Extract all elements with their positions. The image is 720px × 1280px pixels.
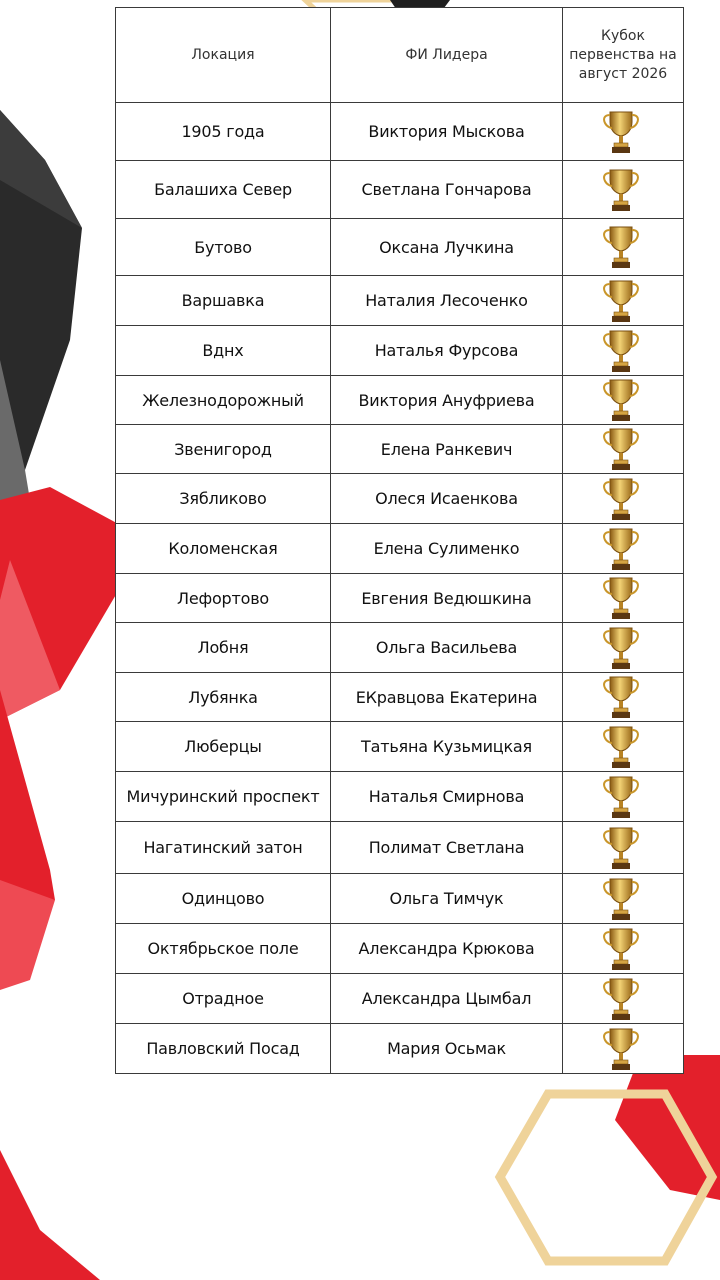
cup-cell — [563, 623, 684, 673]
leader-name-cell: Оксана Лучкина — [331, 219, 563, 276]
red-hexagon — [615, 1055, 720, 1200]
table-header-row — [116, 8, 684, 103]
leader-name-cell: Наталия Лесоченко — [331, 276, 563, 326]
trophy-icon — [601, 425, 641, 473]
leader-name-cell: Елена Сулименко — [331, 524, 563, 574]
table-row — [116, 673, 684, 722]
table-row — [116, 425, 684, 474]
table-row — [116, 524, 684, 574]
table-row — [116, 722, 684, 772]
cup-cell — [563, 524, 684, 574]
table-row — [116, 574, 684, 623]
cup-cell — [563, 276, 684, 326]
trophy-icon — [601, 475, 641, 523]
trophy-icon — [601, 327, 641, 375]
location-cell: Варшавка — [116, 276, 331, 326]
trophy-icon — [601, 376, 641, 424]
cup-cell — [563, 722, 684, 772]
leader-name-cell: Елена Ранкевич — [331, 425, 563, 474]
location-cell: Октябрьское поле — [116, 924, 331, 974]
table-row — [116, 874, 684, 924]
cup-cell — [563, 425, 684, 474]
location-cell: Звенигород — [116, 425, 331, 474]
header-location: Локация — [116, 8, 331, 103]
leader-name-cell: Полимат Светлана — [331, 822, 563, 874]
leader-name-cell: Евгения Ведюшкина — [331, 574, 563, 623]
location-cell: Коломенская — [116, 524, 331, 574]
leader-name-cell: Ольга Тимчук — [331, 874, 563, 924]
leader-name-cell: ЕКравцова Екатерина — [331, 673, 563, 722]
leader-name-cell: Александра Крюкова — [331, 924, 563, 974]
location-cell: Мичуринский проспект — [116, 772, 331, 822]
cup-cell — [563, 974, 684, 1024]
trophy-icon — [601, 975, 641, 1023]
cup-cell — [563, 376, 684, 425]
location-cell: Нагатинский затон — [116, 822, 331, 874]
trophy-icon — [601, 925, 641, 973]
cup-cell — [563, 772, 684, 822]
leader-name-cell: Мария Осьмак — [331, 1024, 563, 1074]
leader-name-cell: Виктория Ануфриева — [331, 376, 563, 425]
trophy-icon — [601, 277, 641, 325]
leader-name-cell: Татьяна Кузьмицкая — [331, 722, 563, 772]
trophy-icon — [601, 108, 641, 156]
leader-name-cell: Ольга Васильева — [331, 623, 563, 673]
cup-cell — [563, 924, 684, 974]
location-cell: Лефортово — [116, 574, 331, 623]
trophy-icon — [601, 673, 641, 721]
trophy-icon — [601, 773, 641, 821]
trophy-icon — [601, 723, 641, 771]
leader-name-cell: Виктория Мыскова — [331, 103, 563, 161]
table-row — [116, 161, 684, 219]
cup-cell — [563, 1024, 684, 1074]
table-row — [116, 376, 684, 425]
trophy-icon — [601, 624, 641, 672]
trophy-icon — [601, 824, 641, 872]
table-row — [116, 623, 684, 673]
cup-cell — [563, 161, 684, 219]
table-row — [116, 103, 684, 161]
trophy-icon — [601, 525, 641, 573]
trophy-icon — [601, 574, 641, 622]
header-cup: Кубок первенства на август 2026 — [563, 8, 684, 103]
location-cell: Балашиха Север — [116, 161, 331, 219]
table-row — [116, 974, 684, 1024]
table-row — [116, 474, 684, 524]
cup-cell — [563, 219, 684, 276]
location-cell: Бутово — [116, 219, 331, 276]
table-row — [116, 326, 684, 376]
location-cell: Одинцово — [116, 874, 331, 924]
location-cell: Павловский Посад — [116, 1024, 331, 1074]
leader-name-cell: Наталья Фурсова — [331, 326, 563, 376]
header-leader-name: ФИ Лидера — [331, 8, 563, 103]
trophy-icon — [601, 1025, 641, 1073]
cup-cell — [563, 474, 684, 524]
table-row — [116, 772, 684, 822]
table-row — [116, 1024, 684, 1074]
table-row — [116, 276, 684, 326]
location-cell: 1905 года — [116, 103, 331, 161]
cup-cell — [563, 574, 684, 623]
table-row — [116, 219, 684, 276]
red-shape-bottom — [0, 1150, 100, 1280]
leader-name-cell: Александра Цымбал — [331, 974, 563, 1024]
location-cell: Железнодорожный — [116, 376, 331, 425]
location-cell: Вднх — [116, 326, 331, 376]
cup-cell — [563, 673, 684, 722]
location-cell: Лубянка — [116, 673, 331, 722]
cup-cell — [563, 874, 684, 924]
location-cell: Люберцы — [116, 722, 331, 772]
leader-name-cell: Наталья Смирнова — [331, 772, 563, 822]
cup-cell — [563, 326, 684, 376]
leader-name-cell: Светлана Гончарова — [331, 161, 563, 219]
leaders-table — [115, 7, 684, 1074]
table-row — [116, 822, 684, 874]
cup-cell — [563, 103, 684, 161]
cup-cell — [563, 822, 684, 874]
trophy-icon — [601, 875, 641, 923]
trophy-icon — [601, 223, 641, 271]
leader-name-cell: Олеся Исаенкова — [331, 474, 563, 524]
location-cell: Лобня — [116, 623, 331, 673]
location-cell: Отрадное — [116, 974, 331, 1024]
trophy-icon — [601, 166, 641, 214]
table-row — [116, 924, 684, 974]
location-cell: Зябликово — [116, 474, 331, 524]
